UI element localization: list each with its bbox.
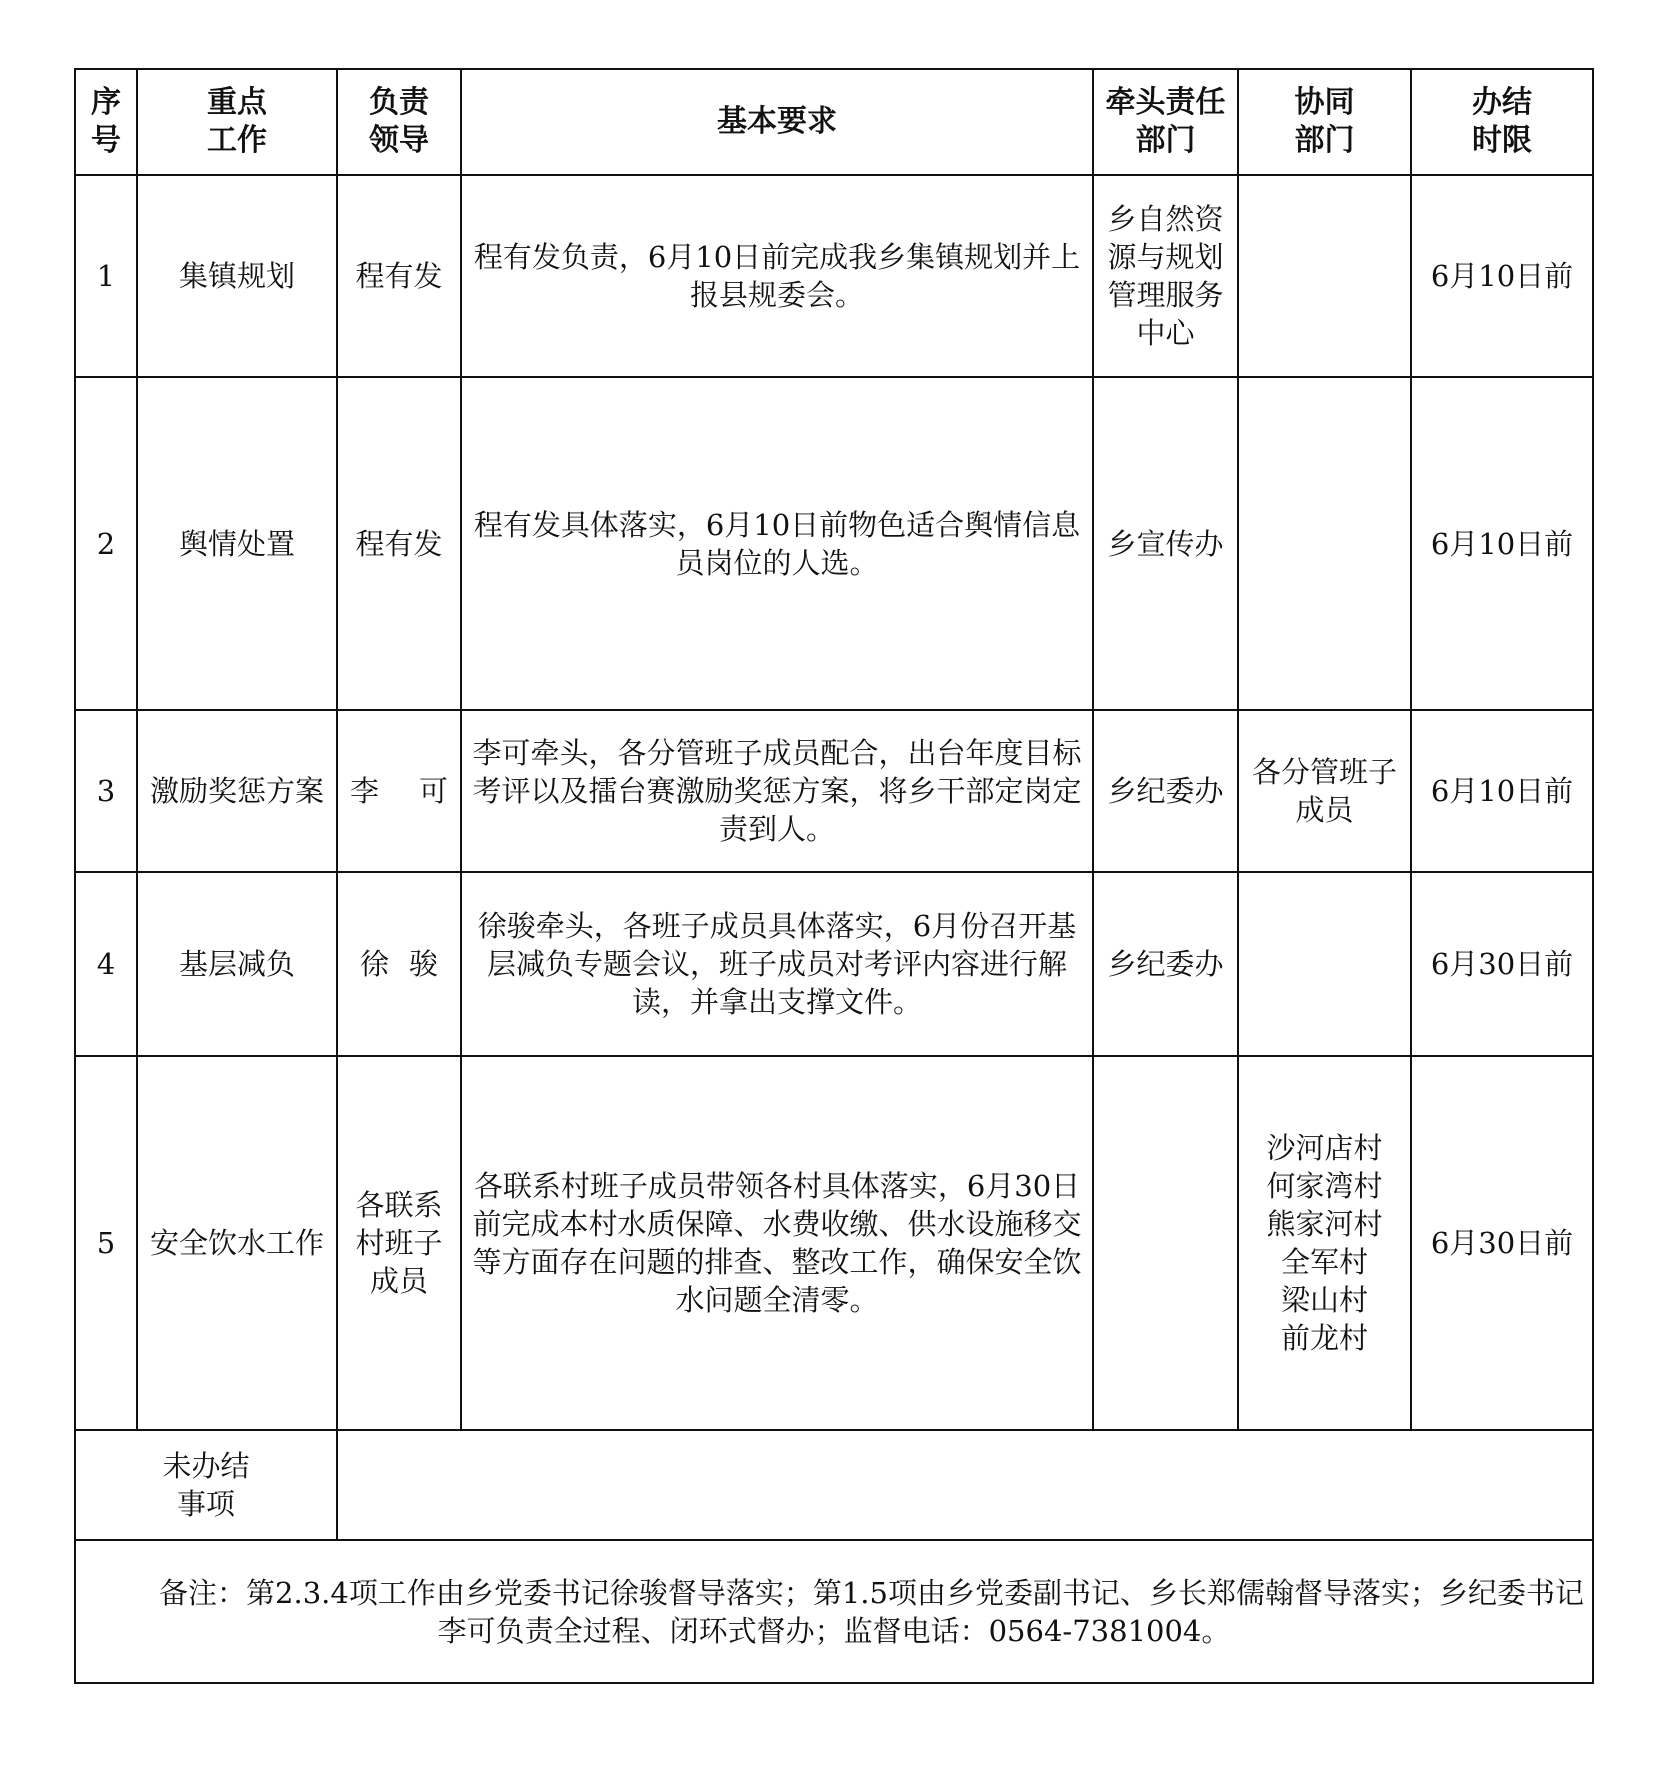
row-assist-dept (1238, 175, 1411, 377)
row-task: 集镇规划 (137, 175, 337, 377)
row-task: 基层减负 (137, 872, 337, 1056)
row-task: 安全饮水工作 (137, 1056, 337, 1430)
row-lead-dept (1093, 1056, 1238, 1430)
row-deadline: 6月30日前 (1411, 1056, 1593, 1430)
header-no: 序 号 (75, 69, 137, 175)
header-task: 重点 工作 (137, 69, 337, 175)
header-requirement: 基本要求 (461, 69, 1093, 175)
table-row (75, 710, 1593, 872)
row-leader (337, 710, 461, 872)
row-no: 5 (75, 1056, 137, 1430)
row-lead-dept: 乡自然资 源与规划 管理服务 中心 (1093, 175, 1238, 377)
row-deadline: 6月30日前 (1411, 872, 1593, 1056)
pending-label: 未办结 事项 (75, 1430, 337, 1540)
row-lead-dept: 乡纪委办 (1093, 710, 1238, 872)
row-assist-dept: 各分管班子 成员 (1238, 710, 1411, 872)
row-deadline: 6月10日前 (1411, 710, 1593, 872)
row-task: 舆情处置 (137, 377, 337, 710)
row-requirement: 程有发具体落实，6月10日前物色适合舆情信息员岗位的人选。 (461, 377, 1093, 710)
row-deadline: 6月10日前 (1411, 175, 1593, 377)
row-no: 1 (75, 175, 137, 377)
row-assist-dept (1238, 377, 1411, 710)
table-row (75, 872, 1593, 1056)
row-requirement: 各联系村班子成员带领各村具体落实，6月30日前完成本村水质保障、水费收缴、供水设施移交等方面存在问题的排查、整改工作，确保安全饮水问题全清零。 (461, 1056, 1093, 1430)
header-leader: 负责 领导 (337, 69, 461, 175)
row-leader: 程有发 (337, 175, 461, 377)
header-lead-dept: 牵头责任 部门 (1093, 69, 1238, 175)
row-requirement: 程有发负责，6月10日前完成我乡集镇规划并上报县规委会。 (461, 175, 1093, 377)
row-lead-dept: 乡宣传办 (1093, 377, 1238, 710)
row-no: 2 (75, 377, 137, 710)
row-leader: 各联系 村班子 成员 (337, 1056, 461, 1430)
row-requirement: 徐骏牵头，各班子成员具体落实，6月份召开基层减负专题会议，班子成员对考评内容进行解读，并拿出支撑文件。 (461, 872, 1093, 1056)
row-leader (337, 872, 461, 1056)
header-deadline: 办结 时限 (1411, 69, 1593, 175)
row-lead-dept: 乡纪委办 (1093, 872, 1238, 1056)
row-deadline: 6月10日前 (1411, 377, 1593, 710)
row-task: 激励奖惩方案 (137, 710, 337, 872)
note-text: 备注：第2.3.4项工作由乡党委书记徐骏督导落实；第1.5项由乡党委副书记、乡长郑儒翰督导落实；乡纪委书记李可负责全过程、闭环式督办；监督电话：0564-7381004。 (75, 1540, 1593, 1683)
row-leader-part: 可 (418, 774, 448, 808)
row-leader-part: 李 (350, 774, 380, 808)
row-assist-dept (1238, 872, 1411, 1056)
row-no: 3 (75, 710, 137, 872)
header-assist-dept: 协同 部门 (1238, 69, 1411, 175)
task-table (74, 68, 1594, 1684)
pending-row (75, 1430, 1593, 1540)
row-leader: 程有发 (337, 377, 461, 710)
table-row (75, 175, 1593, 377)
row-leader-part: 骏 (408, 947, 438, 981)
pending-value (337, 1430, 1593, 1540)
row-no: 4 (75, 872, 137, 1056)
row-assist-dept: 沙河店村 何家湾村 熊家河村 全军村 梁山村 前龙村 (1238, 1056, 1411, 1430)
note-row (75, 1540, 1593, 1683)
table-row (75, 1056, 1593, 1430)
row-leader-part: 徐 (360, 947, 390, 981)
table-row (75, 377, 1593, 710)
row-requirement: 李可牵头，各分管班子成员配合，出台年度目标考评以及擂台赛激励奖惩方案，将乡干部定岗定责到人。 (461, 710, 1093, 872)
header-row (75, 69, 1593, 175)
